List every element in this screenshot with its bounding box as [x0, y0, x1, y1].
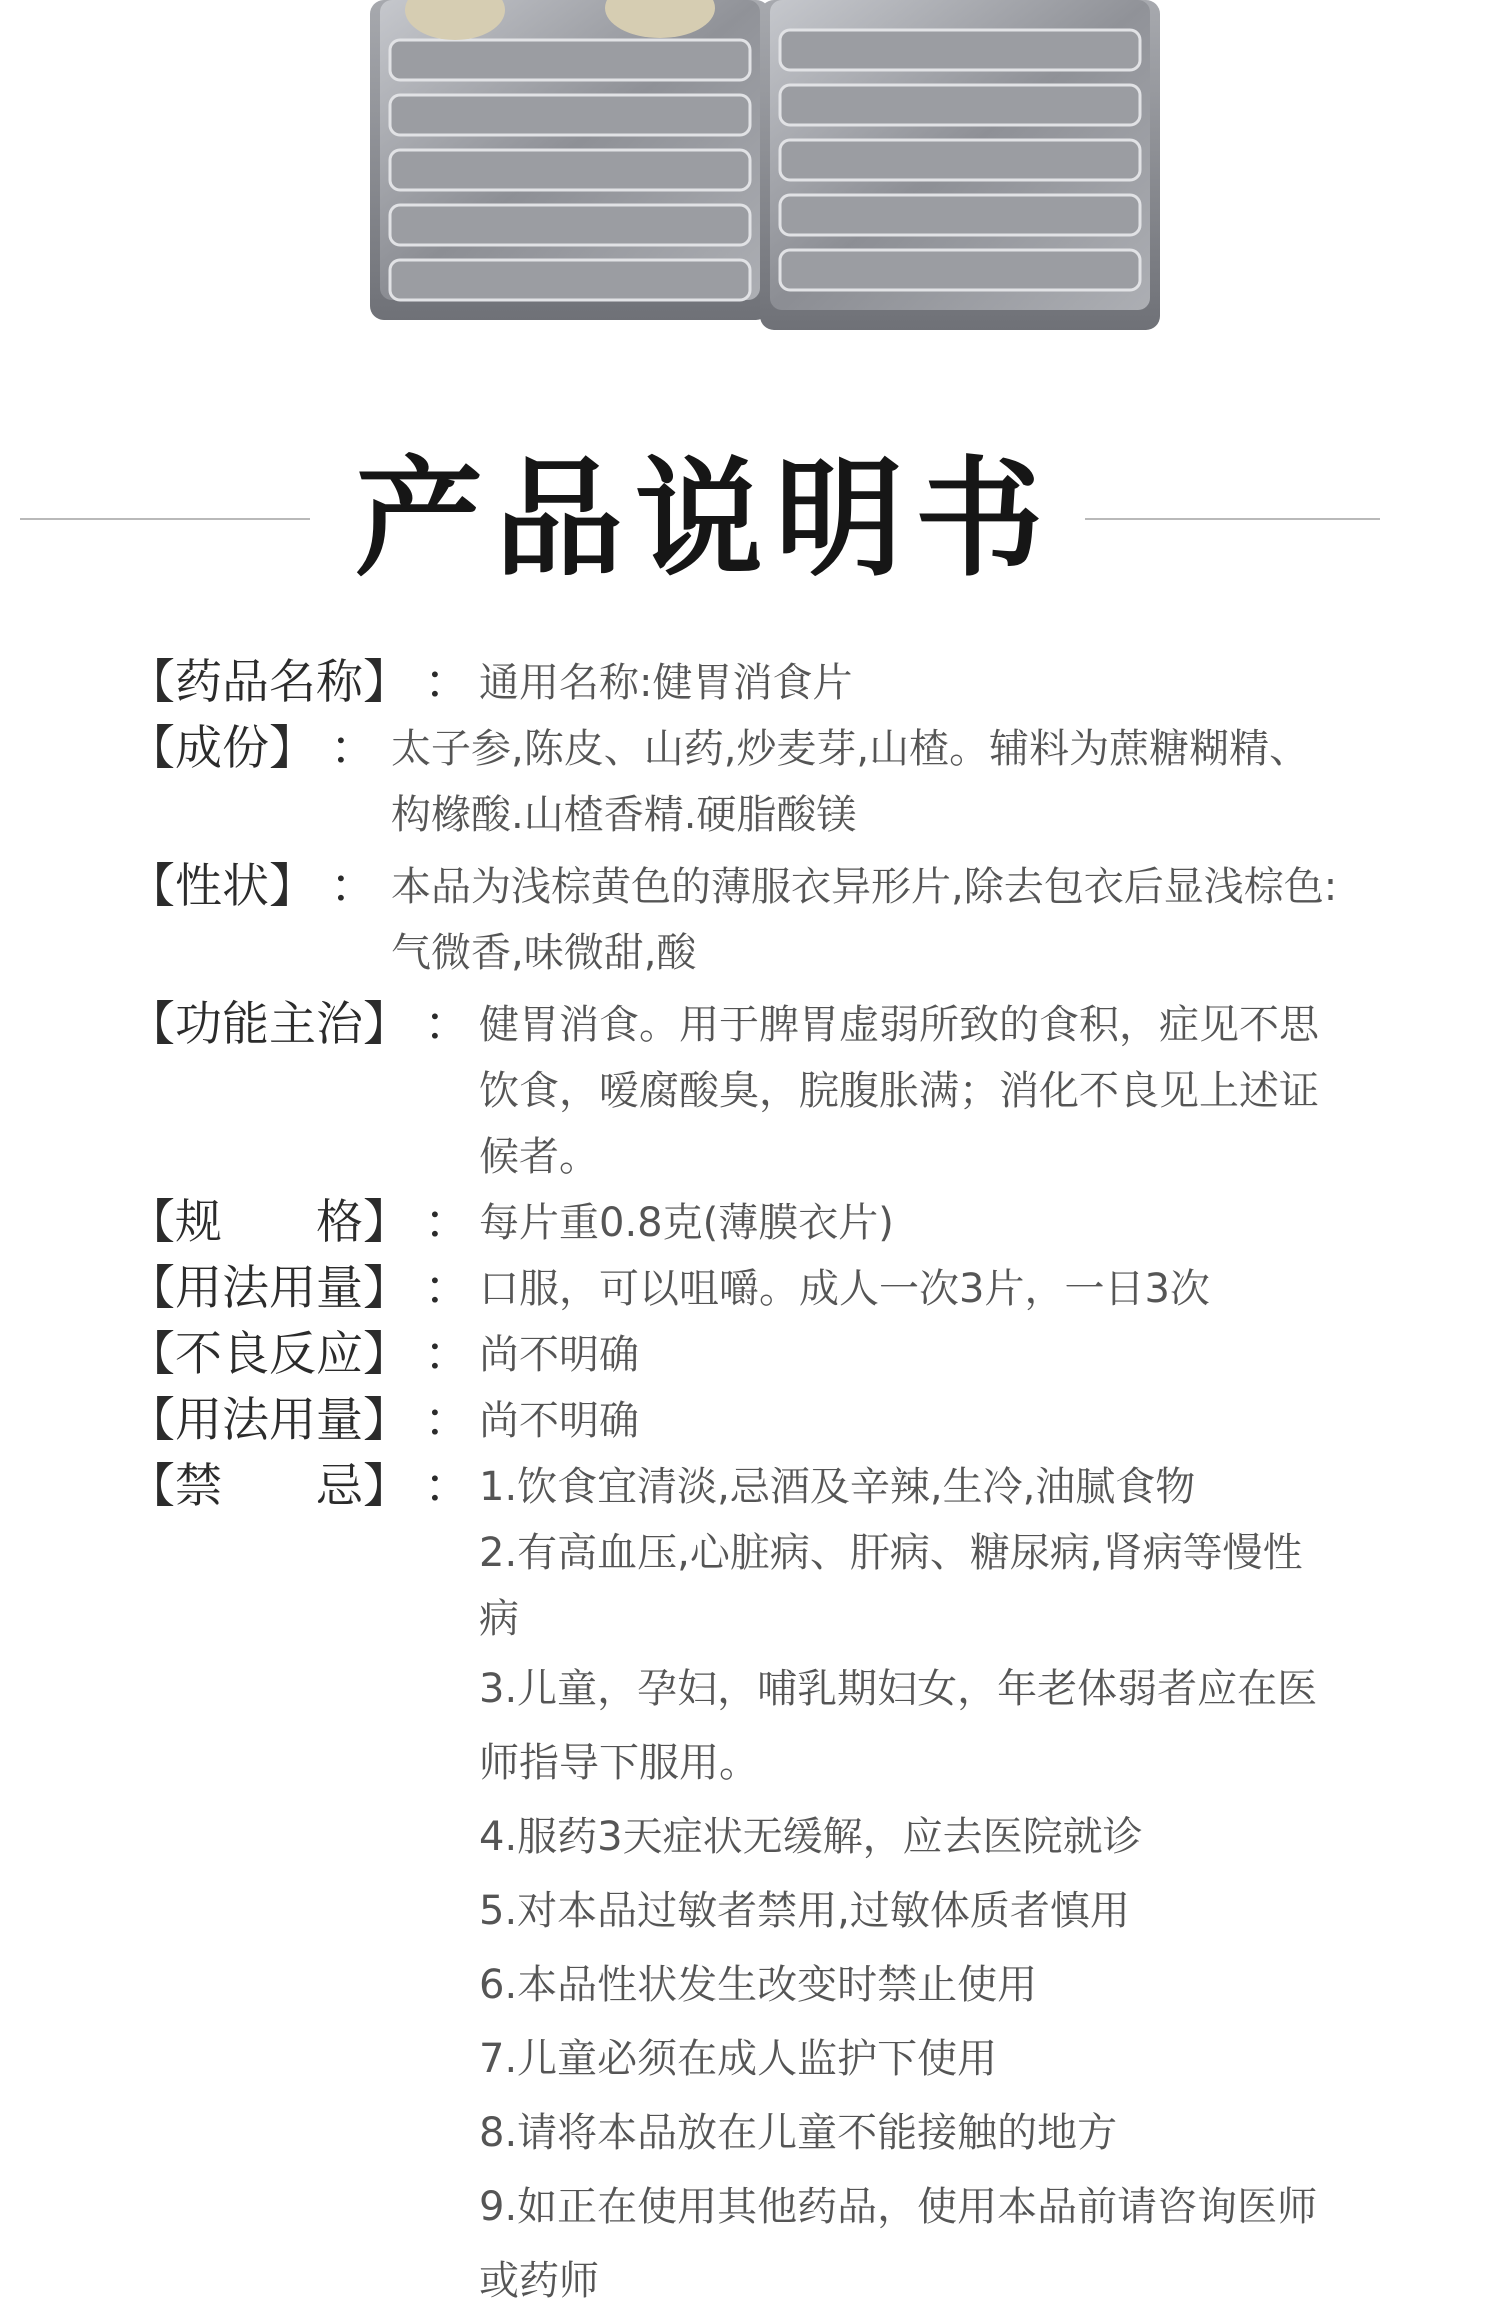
field-value: 每片重0.8克(薄膜衣片): [479, 1200, 894, 1246]
field-dosage: [128, 1256, 1338, 1322]
field-value: 通用名称:健胃消食片: [479, 660, 853, 706]
colon: ：: [424, 1393, 471, 1448]
list-item: 8.请将本品放在儿童不能接触的地方: [479, 2110, 1118, 2156]
list-item: 3.儿童，孕妇，哺乳期妇女，年老体弱者应在医师指导下服用。: [479, 1666, 1318, 1786]
field-label: 【用法用量】: [128, 1261, 410, 1316]
title-divider-left: [20, 518, 310, 520]
field-drug-name: [128, 650, 1338, 716]
colon: ：: [424, 997, 471, 1052]
field-label: 【药品名称】: [128, 655, 410, 710]
list-item: 6.本品性状发生改变时禁止使用: [479, 1962, 1038, 2008]
field-specification: [128, 1190, 1338, 1256]
page-title: 产品说明书: [354, 445, 1055, 594]
field-value: 尚不明确: [479, 1332, 639, 1378]
list-item: 9.如正在使用其他药品，使用本品前请咨询医师或药师: [479, 2184, 1318, 2304]
field-adverse-reactions: [128, 1322, 1338, 1388]
field-value: 本品为浅棕黄色的薄服衣异形片,除去包衣后显浅棕色:气微香,味微甜,酸: [391, 864, 1338, 976]
colon: ：: [330, 721, 377, 776]
list-item: 7.儿童必须在成人监护下使用: [479, 2036, 998, 2082]
field-value: 太子参,陈皮、山药,炒麦芽,山楂。辅料为蔗糖糊精、构橼酸.山楂香精.硬脂酸镁: [391, 726, 1310, 838]
field-label: 【成份】: [128, 721, 316, 776]
colon: ：: [330, 859, 377, 914]
blister-stack-left: [370, 0, 770, 320]
field-value: 口服，可以咀嚼。成人一次3片，一日3次: [479, 1266, 1210, 1312]
list-item: 1.饮食宜清淡,忌酒及辛辣,生冷,油腻食物: [479, 1464, 1196, 1510]
field-label: 【性状】: [128, 859, 316, 914]
colon: ：: [424, 1195, 471, 1250]
field-value: 尚不明确: [479, 1398, 639, 1444]
title-divider-right: [1085, 518, 1380, 520]
field-ingredients: [128, 716, 1338, 848]
contraindications-list: [471, 1454, 1338, 2318]
field-label: 【规 格】: [128, 1195, 410, 1250]
colon: ：: [424, 1327, 471, 1382]
colon: ：: [424, 1261, 471, 1316]
field-dosage-2: [128, 1388, 1338, 1454]
title-row: [0, 445, 1500, 595]
field-value: 健胃消食。用于脾胃虚弱所致的食积，症见不思饮食，嗳腐酸臭，脘腹胀满；消化不良见上述证候者。: [479, 1002, 1319, 1180]
field-label: 【功能主治】: [128, 997, 410, 1052]
blister-pack-photo: [360, 0, 1180, 330]
blister-stack-right: [760, 0, 1160, 330]
list-item: 2.有高血压,心脏病、肝病、糖尿病,肾病等慢性病: [479, 1530, 1303, 1642]
list-item: 5.对本品过敏者禁用,过敏体质者慎用: [479, 1888, 1130, 1934]
field-contraindications: [128, 1454, 1338, 2318]
field-label: 【不良反应】: [128, 1327, 410, 1382]
field-indications: [128, 992, 1338, 1190]
field-label: 【用法用量】: [128, 1393, 410, 1448]
field-appearance: [128, 854, 1338, 986]
colon: ：: [424, 1459, 471, 1514]
field-label: 【禁 忌】: [128, 1459, 410, 1514]
product-info: [128, 650, 1338, 2318]
colon: ：: [424, 655, 471, 710]
list-item: 4.服药3天症状无缓解，应去医院就诊: [479, 1814, 1143, 1860]
